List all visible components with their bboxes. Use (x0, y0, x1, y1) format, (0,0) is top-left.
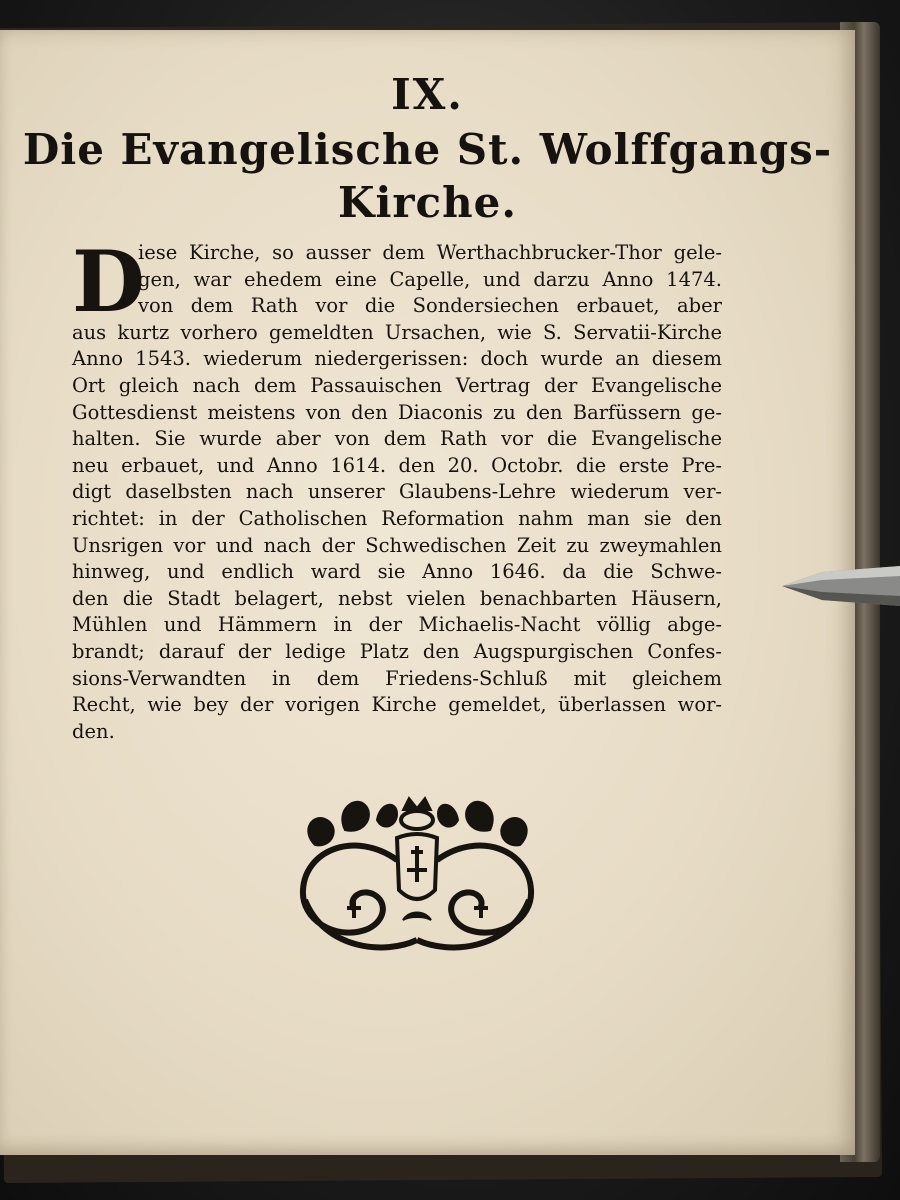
text-line: Gottesdienst meistens von den Diaconis zu den Barfüssern ge- (72, 400, 722, 424)
text-line: Mühlen und Hämmern in der Michaelis-Nacht völlig abge- (72, 613, 722, 637)
text-line: richtet: in der Catholischen Reformation nahm man sie den (72, 506, 722, 530)
text-line: von dem Rath vor die Sondersiechen erbauet, aber (138, 294, 722, 318)
text-line: den die Stadt belagert, nebst vielen benachbarten Häusern, (72, 586, 722, 610)
text-line: Anno 1543. wiederum niedergerissen: doch wurde an diesem (72, 347, 722, 371)
chapter-title-continued: Kirche. (337, 178, 518, 227)
text-line: digt daselbsten nach unserer Glaubens-Lehre wiederum ver- (72, 480, 722, 504)
text-line: sions-Verwandten in dem Friedens-Schluß mit gleichem (72, 666, 722, 690)
body-text (72, 232, 722, 745)
text-line: brandt; darauf der ledige Platz den Augspurgischen Confes- (72, 639, 722, 663)
text-line: hinweg, und endlich ward sie Anno 1646. da die Schwe- (72, 560, 722, 584)
drop-cap: D (72, 232, 145, 331)
floral-ornament-icon (285, 790, 550, 960)
chapter-number: IX. (391, 70, 464, 119)
text-line: iese Kirche, so ausser dem Werthachbrucker-Thor gele- (138, 241, 722, 264)
text-line: neu erbauet, und Anno 1614. den 20. Octobr. die erste Pre- (72, 453, 722, 477)
text-line: Unsrigen vor und nach der Schwedischen Zeit zu zweymahlen (72, 533, 722, 557)
chapter-title: Die Evangelische St. Wolffgangs- (22, 125, 833, 174)
text-line: aus kurtz vorhero gemeldten Ursachen, wie S. Servatii-Kirche (72, 320, 722, 344)
text-line: den. (72, 719, 115, 743)
text-line: Recht, wie bey der vorigen Kirche gemeldet, überlassen wor- (72, 693, 722, 717)
text-line: halten. Sie wurde aber von dem Rath vor die Evangelische (72, 427, 722, 451)
book-page (0, 30, 855, 1155)
page-marker-icon (782, 562, 900, 610)
text-line: gen, war ehedem eine Capelle, und darzu Anno 1474. (138, 267, 722, 291)
text-line: Ort gleich nach dem Passauischen Vertrag der Evangelische (72, 373, 722, 397)
